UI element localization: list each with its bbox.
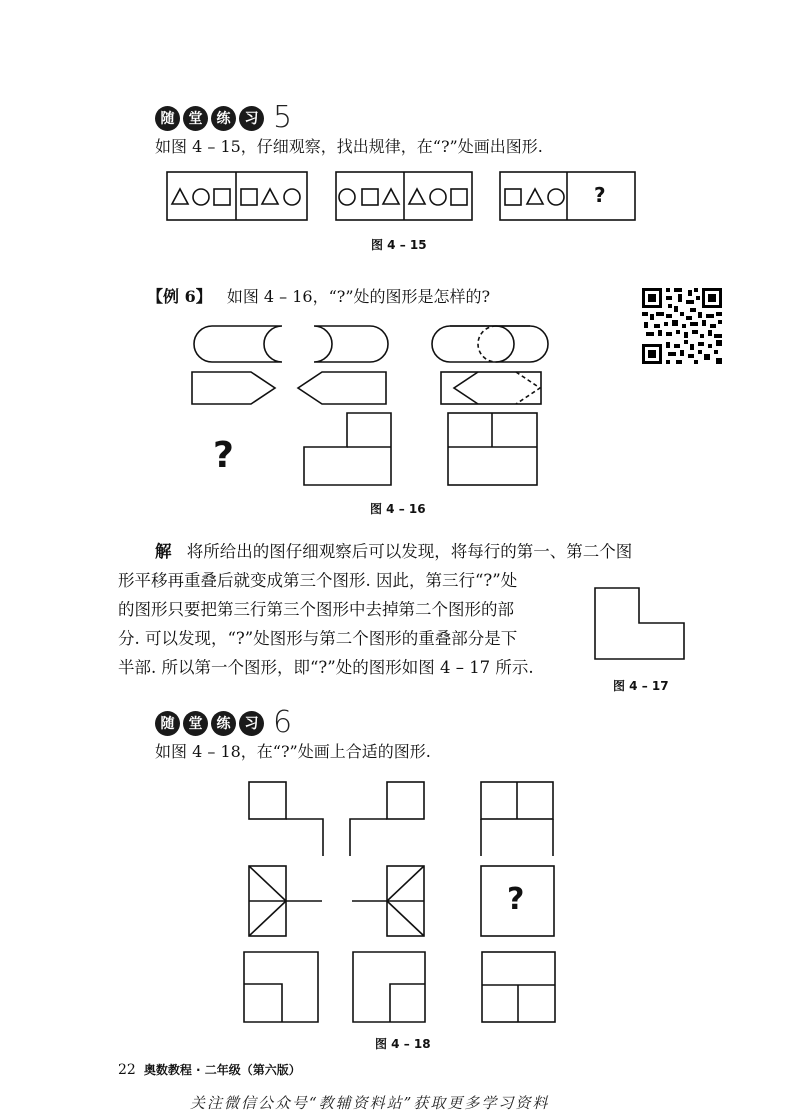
practice-heading-6 [155, 705, 293, 740]
triangle-shape [409, 189, 425, 204]
answer-shape [595, 588, 684, 659]
practice-number: 5 [273, 100, 293, 135]
figure-caption: 图 4 – 17 [613, 679, 669, 693]
example-label: 【例 6】 [147, 287, 212, 306]
triangle-shape [172, 189, 188, 204]
badge-char: 堂 [183, 106, 208, 131]
figure-caption: 图 4 – 18 [375, 1037, 431, 1051]
capsule-shape [314, 326, 388, 362]
arrow-pentagon-shape [298, 372, 386, 404]
grid-shape [448, 413, 537, 485]
badge-char: 习 [239, 711, 264, 736]
capsule-shape [432, 326, 548, 362]
badge-char: 习 [239, 106, 264, 131]
solution-line-5: 半部. 所以第一个图形，即“?”处的图形如图 4 – 17 所示. [118, 658, 534, 677]
practice-number: 6 [273, 705, 293, 740]
shape-row-box [167, 172, 307, 220]
solution-line-3: 的图形只要把第三行第三个图形中去掉第二个图形的部 [118, 600, 514, 619]
page-footer [118, 1061, 301, 1078]
badge-char: 随 [155, 711, 180, 736]
circle-shape [548, 189, 564, 205]
square-shape [241, 189, 257, 205]
triangle-shape [383, 189, 399, 204]
figure-caption: 图 4 – 15 [371, 238, 427, 252]
square-shape [362, 189, 378, 205]
square-shape [249, 782, 286, 819]
circle-shape [339, 189, 355, 205]
page-number: 22 [118, 1062, 136, 1078]
badge-char: 随 [155, 106, 180, 131]
l-shape [304, 413, 391, 485]
practice-6-prompt: 如图 4 – 18，在“?”处画上合适的图形. [155, 742, 431, 761]
combined-rect-shape [441, 372, 541, 404]
solution-line-4: 分. 可以发现，“?”处图形与第二个图形的重叠部分是下 [118, 629, 518, 648]
shape-row-box [336, 172, 472, 220]
book-title: 奥数教程 · 二年级（第六版） [143, 1063, 301, 1077]
question-mark: ? [213, 435, 234, 476]
example-6-heading [147, 287, 490, 307]
triangle-shape [262, 189, 278, 204]
square-shape [387, 782, 424, 819]
square-shape [451, 189, 467, 205]
circle-shape [284, 189, 300, 205]
shape-row-box [500, 172, 635, 220]
arrow-pentagon-shape [192, 372, 275, 404]
question-mark: ? [594, 183, 606, 207]
circle-shape [430, 189, 446, 205]
solution-line-1 [155, 537, 632, 566]
watermark-text: 关注微信公众号“教辅资料站”获取更多学习资料 [190, 1094, 550, 1112]
square-shape [505, 189, 521, 205]
circle-shape [193, 189, 209, 205]
question-mark: ? [507, 882, 525, 917]
figure-caption: 图 4 – 16 [370, 502, 426, 516]
practice-heading-5 [155, 100, 293, 135]
practice-5-prompt: 如图 4 – 15，仔细观察，找出规律，在“?”处画出图形. [155, 137, 543, 156]
triangle-shape [527, 189, 543, 204]
solution-label: 解 [155, 542, 172, 561]
solution-line-2: 形平移再重叠后就变成第三个图形. 因此，第三行“?”处 [118, 571, 518, 590]
example-6-prompt: 如图 4 – 16，“?”处的图形是怎样的? [226, 287, 491, 306]
badge-char: 练 [211, 106, 236, 131]
capsule-shape [194, 326, 282, 362]
solution-text: 将所给出的图仔细观察后可以发现，将每行的第一、第二个图 [186, 542, 633, 561]
badge-char: 练 [211, 711, 236, 736]
badge-char: 堂 [183, 711, 208, 736]
square-shape [214, 189, 230, 205]
